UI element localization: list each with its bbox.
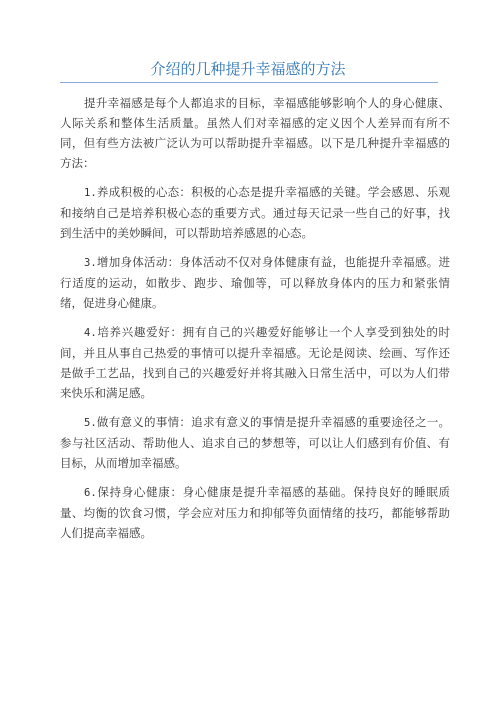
list-item-number: 5.	[84, 417, 97, 429]
list-item-heading: 增加身体活动：	[96, 255, 180, 269]
list-item-text: 拥有自己的兴趣爱好能够让一个人享受到独处的时间，并且从事自己热爱的事情可以提升幸福感。无论是阅读、绘画、写作还是做手工艺品，找到自己的兴趣爱好并将其融入日常生活中，可以为人们带来快乐和满足感。	[60, 325, 451, 400]
list-item	[60, 412, 450, 473]
list-item	[60, 252, 450, 313]
list-item-heading: 做有意义的事情：	[96, 415, 192, 429]
list-item	[60, 182, 450, 243]
list-item-text: 身体活动不仅对身体健康有益，也能提升幸福感。进行适度的运动，如散步、跑步、瑜伽等，可以释放身体内的压力和紧张情绪，促进身心健康。	[60, 255, 451, 310]
list-item-text: 身心健康是提升幸福感的基础。保持良好的睡眠质量、均衡的饮食习惯，学会应对压力和抑郁等负面情绪的技巧，都能够帮助人们提高幸福感。	[60, 485, 451, 540]
list-item	[60, 322, 450, 403]
list-item-text: 追求有意义的事情是提升幸福感的重要途径之一。参与社区活动、帮助他人、追求自己的梦想等，可以让人们感到有价值、有目标，从而增加幸福感。	[60, 415, 451, 470]
list-item-number: 3.	[84, 257, 97, 269]
list-item-text: 积极的心态是提升幸福感的关键。学会感恩、乐观和接纳自己是培养积极心态的重要方式。通过每天记录一些自己的好事，找到生活中的美妙瞬间，可以帮助培养感恩的心态。	[60, 185, 451, 240]
list-item-heading: 养成积极的心态：	[96, 185, 192, 199]
list-item	[60, 482, 450, 543]
intro-paragraph: 提升幸福感是每个人都追求的目标，幸福感能够影响个人的身心健康、人际关系和整体生活质量。虽然人们对幸福感的定义因个人差异而有所不同，但有些方法被广泛认为可以帮助提升幸福感。以下是几种提升幸福感的方法：	[60, 96, 450, 170]
document-body	[60, 93, 450, 552]
list-item-number: 1.	[84, 187, 97, 199]
title-underline	[60, 82, 438, 83]
list-item-heading: 保持身心健康：	[96, 485, 183, 499]
document-title: 介绍的几种提升幸福感的方法	[150, 60, 346, 78]
list-item-number: 6.	[84, 487, 97, 499]
list-item-number: 4.	[84, 327, 97, 339]
list-item-heading: 培养兴趣爱好：	[96, 325, 183, 339]
